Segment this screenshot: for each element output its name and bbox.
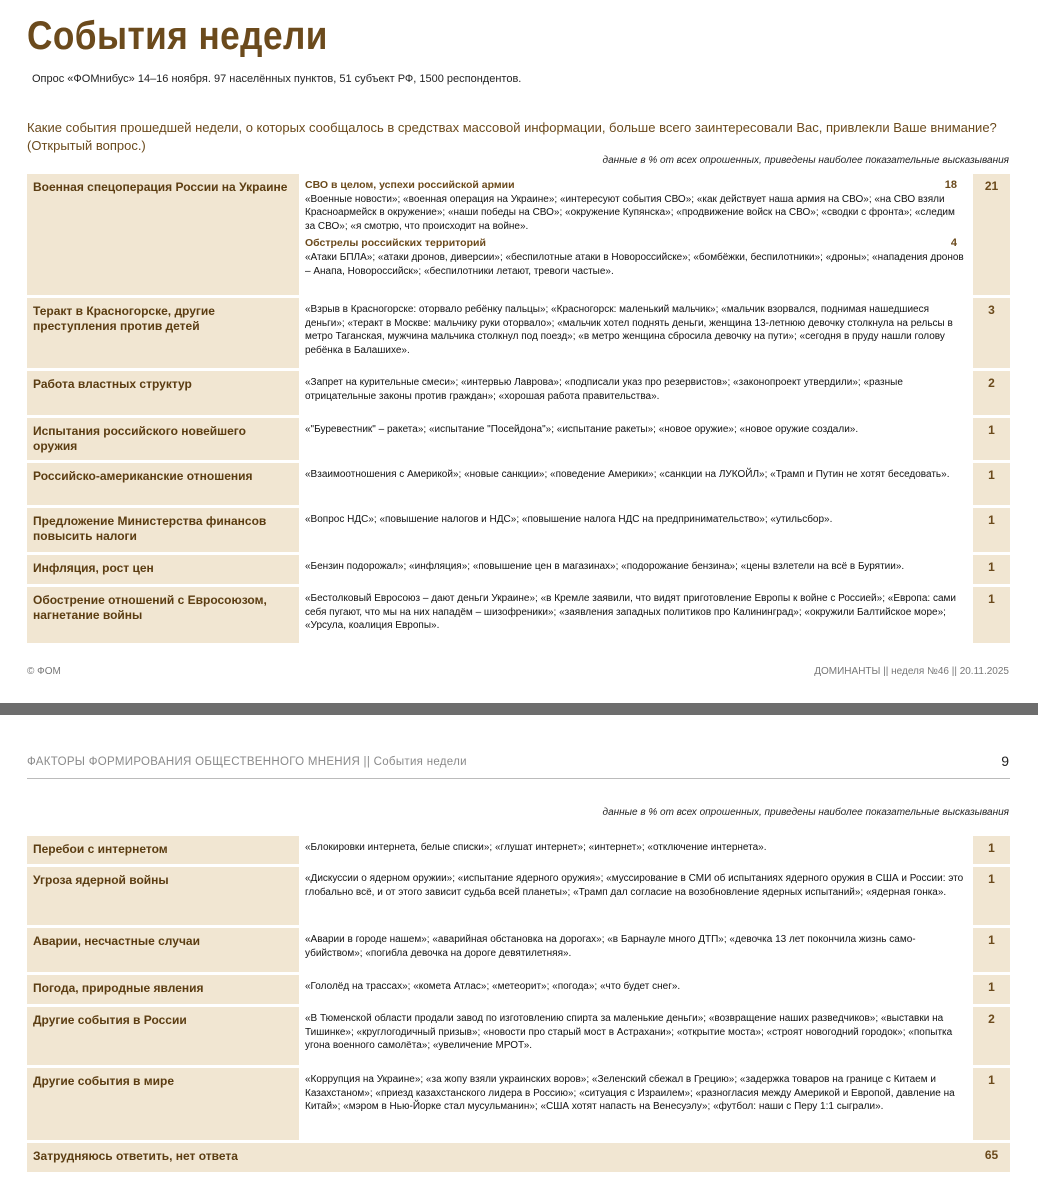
table-row [27,928,1010,972]
category-label: Другие события в России [27,1007,299,1065]
subcategory-quotes: «Атаки БПЛА»; «атаки дронов, диверсии»; «беспилотные атаки в Новороссийске»; «бомбёжки, беспилотники»; «дроны»; «нападения дронов – Анапа, Новороссийск»; «беспилотники летают, тревоги частые». [305,251,964,277]
table-row [27,463,1010,505]
quotes-cell [299,174,973,295]
category-label: Работа властных структур [27,371,299,415]
quotes-cell: «Блокировки интернета, белые списки»; «глушат интернет»; «интернет»; «отключение интернета». [305,842,767,853]
table-row [27,1068,1010,1140]
subcategory-title: СВО в целом, успехи российской армии [305,179,515,191]
table-row [27,418,1010,460]
table-row [27,1007,1010,1065]
quotes-cell: «Гололёд на трассах»; «комета Атлас»; «метеорит»; «погода»; «что будет снег». [305,981,681,992]
percent-value: 1 [973,928,1010,972]
table-row [27,371,1010,415]
percent-value: 1 [973,508,1010,552]
header-rule [27,778,1010,779]
category-label: Предложение Министерства финансов повысить налоги [27,508,299,552]
data-note: данные в % от всех опрошенных, приведены наиболее показательные высказывания [602,155,1009,166]
category-label: Аварии, несчастные случаи [27,928,299,972]
report-page-2 [0,715,1038,1200]
quotes-cell: «Дискуссии о ядерном оружии»; «испытание ядерного оружия»; «муссирование в СМИ об испытаниях ядерного оружия в США и России: это глобально всё, и от этого зависит судьба всей планеты»; «Трамп дал согласие на возобновление ядерных испытаний»; «ядерная гонка». [305,873,964,898]
percent-value: 1 [973,867,1010,925]
table-row [27,867,1010,925]
subcategory-quotes: «Военные новости»; «военная операция на Украине»; «интересуют события СВО»; «как действует наша армия на СВО»; «на СВО взяли Красноармейск в окружение»; «наши победы на СВО»; «окружение Купянска»; «продвижение войск на СВО»; «сводки с фронта»; «следим за СВО»; «я смотрю, что происходит на войне». [305,193,955,232]
page-separator [0,703,1038,715]
percent-value: 1 [973,463,1010,505]
survey-info: Опрос «ФОМнибус» 14–16 ноября. 97 населённых пунктов, 51 субъект РФ, 1500 респондентов. [32,73,522,85]
category-label: Инфляция, рост цен [27,555,299,584]
percent-value: 1 [973,836,1010,864]
running-header: ФАКТОРЫ ФОРМИРОВАНИЯ ОБЩЕСТВЕННОГО МНЕНИЯ || События недели [27,756,467,768]
category-label: Погода, природные явления [27,975,299,1004]
category-label: Испытания российского новейшего оружия [27,418,299,460]
table-row [27,298,1010,368]
subcategory-title: Обстрелы российских территорий [305,237,486,250]
table-row-total [27,1143,1010,1172]
category-label: Другие события в мире [27,1068,299,1140]
survey-question [27,119,1012,155]
table-row [27,975,1010,1004]
copyright: © ФОМ [27,666,61,677]
category-label: Военная спецоперация России на Украине [27,174,299,295]
category-label: Перебои с интернетом [27,836,299,864]
page-title: События недели [27,14,328,58]
no-answer-value: 65 [973,1143,1010,1172]
quotes-cell: «Вопрос НДС»; «повышение налогов и НДС»; «повышение налога НДС на предпринимательство»; «утильсбор». [305,514,833,525]
question-note: (Открытый вопрос.) [27,138,146,153]
data-note: данные в % от всех опрошенных, приведены наиболее показательные высказывания [602,807,1009,818]
table-row [27,508,1010,552]
category-label: Угроза ядерной войны [27,867,299,925]
table-row [27,587,1010,643]
category-label: Обострение отношений с Евросоюзом, нагнетание войны [27,587,299,643]
percent-value: 1 [973,975,1010,1004]
quotes-cell: «Аварии в городе нашем»; «аварийная обстановка на дорогах»; «в Барнауле много ДТП»; «девочка 13 лет покончила жизнь само-убийством»; «погибла девочка на дороге девятилетняя». [305,934,916,959]
quotes-cell: «Взаимоотношения с Америкой»; «новые санкции»; «поведение Америки»; «санкции на ЛУКОЙЛ»; «Трамп и Путин не хотят беседовать». [305,469,950,480]
quotes-cell: «В Тюменской области продали завод по изготовлению спирта за маленькие деньги»; «возвращение наших разведчиков»; «выставки на Тишинке»; «круглогодичный призыв»; «новости про старый мост в Астрахани»; «открытие моста»; «строят новогодний городок»; «попытка угона военного самолёта»; «увеличение МРОТ». [305,1013,953,1052]
percent-value: 1 [973,587,1010,643]
quotes-cell: «Коррупция на Украине»; «за жопу взяли украинских воров»; «Зеленский сбежал в Грецию»; «задержка товаров на границе с Китаем и Казахстаном»; «приезд казахстанского лидера в Россию»; «ситуация с Израилем»; «разногласия между Америкой и Европой, давление на Китай»; «мэром в Нью-Йорке стал мусульманин»; «США хотят напасть на Венесуэлу»; «футбол: наши с Перу 1:1 сыграли». [305,1074,955,1113]
percent-value: 1 [973,1068,1010,1140]
quotes-cell: «Взрыв в Красногорске: оторвало ребёнку пальцы»; «Красногорск: маленький мальчик»; «мальчик взорвался, поднимая нашедшиеся деньги»; «теракт в Москве: мальчику руки оторвало»; «мальчик хотел поднять деньги, женщина 13-летнюю девочку столкнула на рельсы в метро Таганская, мужчина мальчика столкнул под поезд»; «в метро женщина сбросила девочку на пути»; «сегодня в пруду нашли голову ребёнка в Балашихе». [305,304,953,356]
percent-value: 1 [973,418,1010,460]
results-table [27,171,1010,646]
category-label: Российско-американские отношения [27,463,299,505]
question-text: Какие события прошедшей недели, о которых сообщалось в средствах массовой информации, больше всего заинтересовали Вас, привлекли Ваше внимание? [27,120,997,135]
results-table [27,833,1010,1175]
quotes-cell: «Бестолковый Евросоюз – дают деньги Украине»; «в Кремле заявили, что видят приготовление Европы к войне с Россией»; «Европа: сами себя пугают, что мы на них нападём – шизофреники»; «заявления западных политиков про Калининград»; «окружили Балтийское море»; «Урсула, коалиция Европы». [305,593,956,632]
quotes-cell: «"Буревестник" – ракета»; «испытание "Посейдона"»; «испытание ракеты»; «новое оружие»; «новое оружие создали». [305,424,859,435]
table-row [27,174,1010,295]
quotes-cell: «Бензин подорожал»; «инфляция»; «повышение цен в магазинах»; «подорожание бензина»; «цены взлетели на всё в Бурятии». [305,561,905,572]
footer-issue: ДОМИНАНТЫ || неделя №46 || 20.11.2025 [814,666,1009,677]
percent-value: 3 [973,298,1010,368]
percent-value: 1 [973,555,1010,584]
no-answer-label: Затрудняюсь ответить, нет ответа [27,1143,973,1172]
percent-value: 2 [973,1007,1010,1065]
percent-value: 2 [973,371,1010,415]
table-row [27,555,1010,584]
category-label: Теракт в Красногорске, другие преступления против детей [27,298,299,368]
quotes-cell: «Запрет на курительные смеси»; «интервью Лаврова»; «подписали указ про резервистов»; «законопроект утвердили»; «разные отрицательные законы против граждан»; «хорошая работа правительства». [305,377,903,402]
page-number: 9 [1001,753,1009,769]
subcategory-value: 4 [950,237,957,250]
table-row [27,836,1010,864]
percent-value: 21 [973,174,1010,295]
subcategory-value: 18 [944,179,957,191]
